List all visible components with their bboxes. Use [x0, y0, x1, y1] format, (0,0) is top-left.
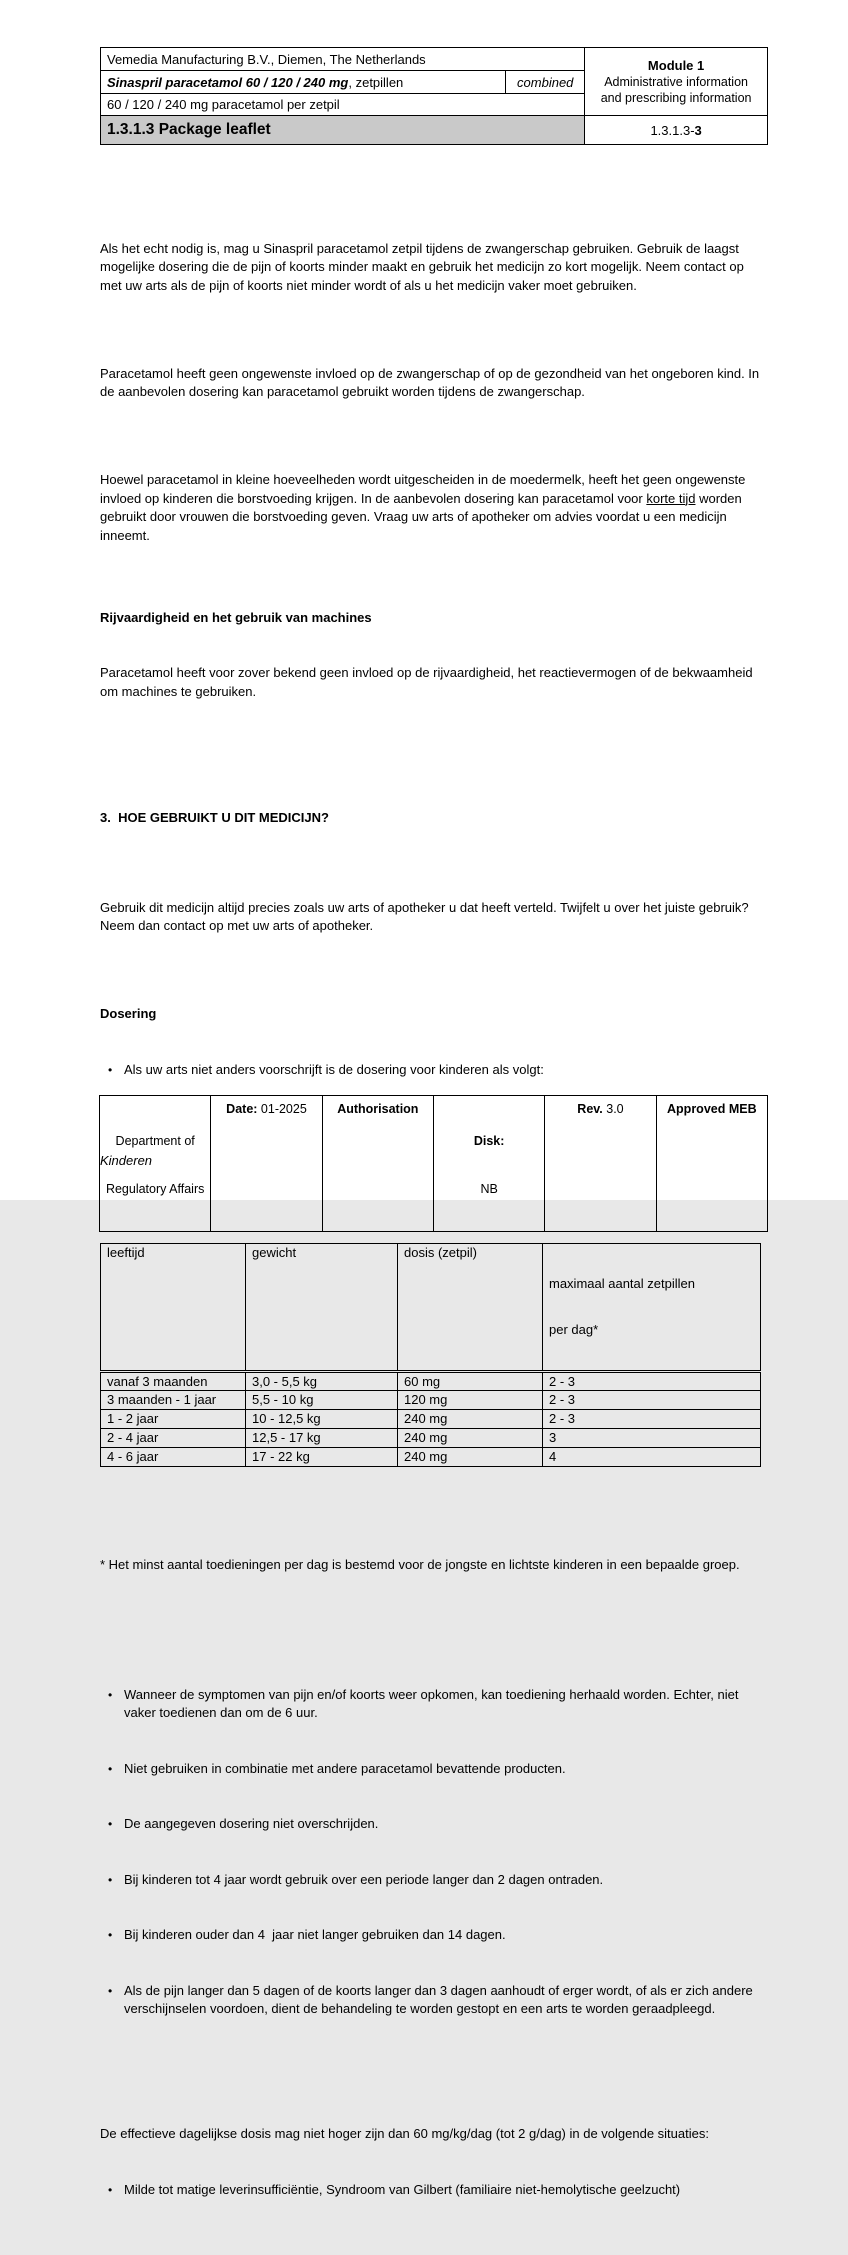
cell-max: 2 - 3	[543, 1371, 761, 1391]
table-row	[101, 1391, 761, 1410]
strength-line: 60 / 120 / 240 mg paracetamol per zetpil	[101, 94, 585, 116]
cell-dose: 240 mg	[398, 1429, 543, 1448]
dosing-heading: Dosering	[100, 1006, 157, 1021]
list-item: • Niet gebruiken in combinatie met andere paracetamol bevattende producten.	[100, 1760, 768, 1779]
paragraph-usage: Gebruik dit medicijn altijd precies zoals uw arts of apotheker u dat heeft verteld. Twijfelt u over het juiste gebruik? Neem dan contact op met uw arts of apotheker.	[100, 899, 753, 933]
footer-authorisation-cell: Authorisation	[322, 1096, 433, 1232]
footer-approved-cell: Approved MEB	[656, 1096, 767, 1232]
footer-disk-cell	[433, 1096, 544, 1232]
cell-max: 2 - 3	[543, 1391, 761, 1410]
department-line2: Regulatory Affairs	[105, 1182, 205, 1196]
module-line1: Administrative information	[604, 74, 748, 89]
list-item-situation: • Milde tot matige leverinsufficiëntie, Syndroom van Gilbert (familiaire niet-hemolytische geelzucht)	[100, 2181, 768, 2200]
cell-age: 3 maanden - 1 jaar	[101, 1391, 246, 1410]
product-suffix: , zetpillen	[348, 74, 404, 90]
paragraph-breastfeeding	[100, 471, 768, 545]
cell-weight: 17 - 22 kg	[246, 1448, 398, 1467]
disk-value: NB	[480, 1182, 498, 1196]
cell-dose: 60 mg	[398, 1371, 543, 1391]
date-value: 01-2025	[257, 1102, 307, 1116]
paragraph-pregnancy-safety: Paracetamol heeft geen ongewenste invloed op de zwangerschap of op de gezondheid van het ongeboren kind. In de aanbevolen dosering kan paracetamol gebruikt worden tijdens de zwangerschap.	[100, 365, 763, 399]
list-item: • Bij kinderen tot 4 jaar wordt gebruik over een periode langer dan 2 dagen ontraden.	[100, 1871, 768, 1890]
header-table	[100, 47, 768, 145]
table-footnote: * Het minst aantal toedieningen per dag is bestemd voor de jongste en lichtste kinderen in een bepaalde groep.	[100, 1556, 740, 1572]
leaflet-section-title: 1.3.1.3 Package leaflet	[101, 116, 585, 145]
dosing-bullet-text: Als uw arts niet anders voorschrijft is de dosering voor kinderen als volgt:	[124, 1061, 544, 1077]
list-item-dosing	[100, 1061, 768, 1080]
rev-value: 3.0	[602, 1102, 624, 1116]
bullet-icon: •	[108, 1062, 113, 1077]
page-ref-prefix: 1.3.1.3-	[650, 122, 695, 138]
dose-table	[100, 1243, 761, 1468]
footer-department-cell	[100, 1096, 211, 1232]
module-line2: and prescribing information	[600, 90, 752, 105]
manufacturer-line: Vemedia Manufacturing B.V., Diemen, The Netherlands	[101, 48, 585, 71]
disk-label: Disk:	[473, 1134, 505, 1148]
cell-weight: 3,0 - 5,5 kg	[246, 1371, 398, 1391]
bullet-icon: •	[108, 1761, 113, 1776]
column-header-max-line1: maximaal aantal zetpillen	[549, 1275, 695, 1291]
date-label: Date:	[226, 1102, 258, 1116]
list-item: • Bij kinderen ouder dan 4 jaar niet langer gebruiken dan 14 dagen.	[100, 1926, 768, 1945]
rev-label: Rev.	[577, 1102, 603, 1116]
footer-revision-cell	[545, 1096, 656, 1232]
bullet-icon: •	[108, 1817, 113, 1831]
list-item: • Wanneer de symptomen van pijn en/of koorts weer opkomen, kan toediening herhaald worden. Echter, niet vaker toedienen dan om de 6 uur.	[100, 1686, 768, 1723]
bullet-icon: •	[108, 2182, 113, 2197]
bullet-icon: •	[108, 1928, 113, 1942]
breastfeeding-underlined: korte tijd	[646, 490, 696, 506]
table-row	[101, 1448, 761, 1467]
paragraph-daily-dose-limit: De effectieve dagelijkse dosis mag niet hoger zijn dan 60 mg/kg/dag (tot 2 g/dag) in de volgende situaties:	[100, 2126, 709, 2141]
cell-age: 4 - 6 jaar	[101, 1448, 246, 1467]
paragraph-driving: Paracetamol heeft voor zover bekend geen invloed op de rijvaardigheid, het reactievermogen of de bekwaamheid om machines te gebruiken.	[100, 665, 757, 699]
column-header-max-line2: per dag*	[549, 1322, 599, 1337]
cell-weight: 10 - 12,5 kg	[246, 1410, 398, 1429]
footer-date-cell	[211, 1096, 322, 1232]
column-header-dose: dosis (zetpil)	[398, 1243, 543, 1371]
list-item: • De aangegeven dosering niet overschrijden.	[100, 1815, 768, 1834]
cell-weight: 12,5 - 17 kg	[246, 1429, 398, 1448]
table-row	[101, 1410, 761, 1429]
cell-max: 3	[543, 1429, 761, 1448]
bullet-icon: •	[108, 1687, 113, 1702]
table-row	[101, 1429, 761, 1448]
column-header-age: leeftijd	[101, 1243, 246, 1371]
page-ref-number: 3	[694, 122, 702, 138]
paragraph-pregnancy-use: Als het echt nodig is, mag u Sinaspril paracetamol zetpil tijdens de zwangerschap gebruiken. Gebruik de laagst mogelijke dosering die de pijn of koorts minder maakt en gebruik het medicijn zo kort mogelijk. Neem contact op met uw arts als de pijn of koorts niet minder wordt of als u het medicijn vaker moet gebruiken.	[100, 240, 748, 293]
driving-heading: Rijvaardigheid en het gebruik van machines	[100, 609, 372, 625]
list-item: • Als de pijn langer dan 5 dagen of de koorts langer dan 3 dagen aanhoudt of erger wordt, of als er zich andere verschijnselen voordoen, dient de behandeling te worden gestopt en een arts te worden geraadpleegd.	[100, 1982, 768, 2019]
footer-approval-table	[99, 1095, 768, 1232]
table-row	[101, 1371, 761, 1391]
usage-bullet-list	[100, 1649, 768, 2056]
cell-max: 2 - 3	[543, 1410, 761, 1429]
module-title: Module 1	[647, 57, 705, 73]
cell-age: 2 - 4 jaar	[101, 1429, 246, 1448]
column-header-weight: gewicht	[246, 1243, 398, 1371]
breastfeeding-text-2: worden gebruikt door vrouwen die borstvoeding geven. Vraag uw arts of apotheker om advies voordat u een medicijn inneemt.	[100, 490, 746, 543]
product-line	[101, 71, 506, 94]
column-header-max-per-day	[543, 1243, 761, 1371]
cell-weight: 5,5 - 10 kg	[246, 1391, 398, 1410]
bullet-icon: •	[108, 1872, 113, 1887]
cell-dose: 120 mg	[398, 1391, 543, 1410]
section-3-heading: 3. HOE GEBRUIKT U DIT MEDICIJN?	[100, 809, 329, 825]
bullet-icon: •	[108, 1983, 113, 1998]
cell-dose: 240 mg	[398, 1448, 543, 1467]
dose-table-header-row	[101, 1243, 761, 1371]
page-reference	[585, 116, 768, 145]
department-line1: Department of	[115, 1134, 195, 1148]
module-info	[585, 48, 768, 116]
product-name: Sinaspril paracetamol 60 / 120 / 240 mg	[107, 74, 349, 90]
cell-dose: 240 mg	[398, 1410, 543, 1429]
breastfeeding-text-1: Hoewel paracetamol in kleine hoeveelheden wordt uitgescheiden in de moedermelk, heeft het geen ongewenste invloed op kinderen die borstvoeding krijgen. In de aanbevolen dosering kan paracetamol voor	[100, 472, 749, 506]
combined-label: combined	[506, 71, 585, 94]
cell-max: 4	[543, 1448, 761, 1467]
cell-age: vanaf 3 maanden	[101, 1371, 246, 1391]
cell-age: 1 - 2 jaar	[101, 1410, 246, 1429]
dose-table-caption: Kinderen	[100, 1152, 153, 1168]
